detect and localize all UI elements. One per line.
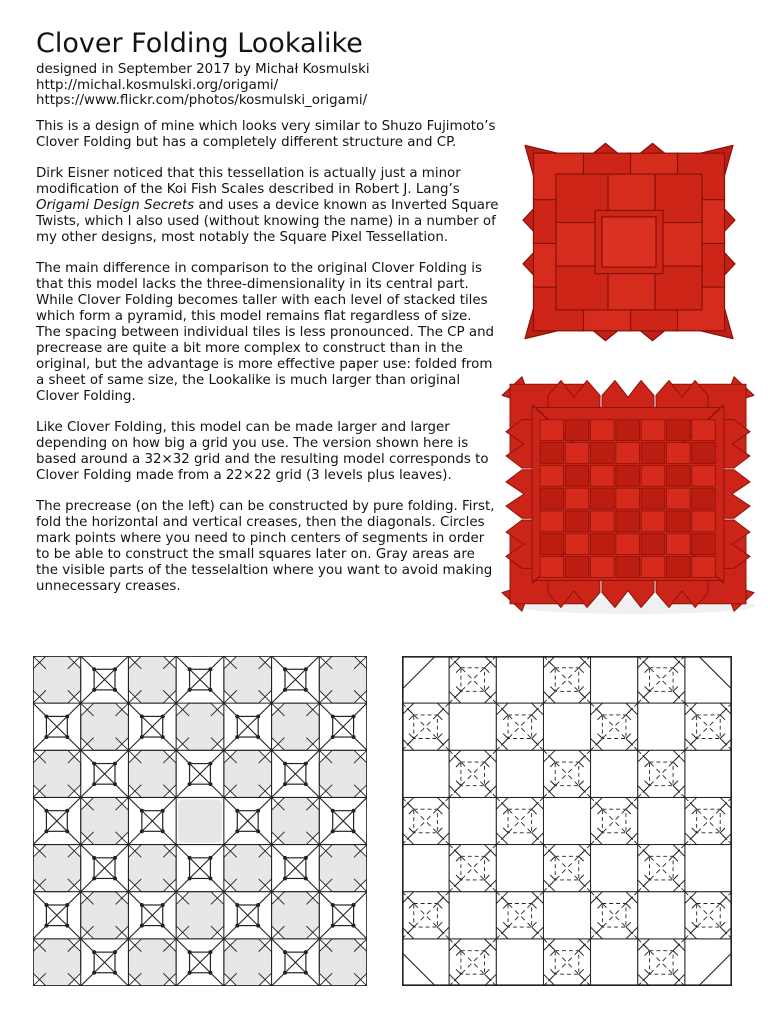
flickr-url: https://www.flickr.com/photos/kosmulski_origami/ <box>36 93 368 109</box>
author-url: http://michal.kosmulski.org/origami/ <box>36 77 279 93</box>
byline: designed in September 2017 by Michał Kosmulski <box>36 62 370 77</box>
paragraph-differences: The main difference in comparison to the original Clover Folding is that this model lacks the three-dimensionality in its central part. While Clover Folding becomes taller with each level of stacked tiles which form a pyramid, this model remains flat regardless of size. The spacing between individual tiles is less pronounced. The CP and precrease are quite a bit more complex to construct than in the original, but the advantage is more effective paper use: folded from a sheet of same size, the Lookalike is much larger than original Clover Folding. <box>36 261 495 404</box>
crease-pattern-diagram <box>402 656 732 986</box>
paragraph-grid-size: Like Clover Folding, this model can be made larger and larger depending on how big a grid you use. The version shown here is based around a 32×32 grid and the resulting model corresponds to Clover Folding made from a 22×22 grid (3 levels plus leaves). <box>36 420 489 483</box>
model-front-photo <box>496 124 762 364</box>
paragraph-2-text: Dirk Eisner noticed that this tessellation is actually just a minor modification of the Koi Fish Scales described in Robert J. Lang’s <box>36 166 461 198</box>
paragraph-2-text-after: and uses a device known as Inverted Square Twists, which I also used (without knowing the name) in a number of my other designs, most notably the Square Pixel Tessellation. <box>36 198 499 245</box>
precrease-diagram <box>33 656 367 986</box>
header-meta <box>36 62 370 109</box>
book-title-italic: Origami Design Secrets <box>36 198 195 214</box>
body-text <box>36 119 500 610</box>
paragraph-precrease-notes: The precrease (on the left) can be constructed by pure folding. First, fold the horizontal and vertical creases, then the diagonals. Circles mark points where you need to pinch centers of segments in order to be able to construct the small squares later on. Gray areas are the visible parts of the tesselaltion where you want to avoid making unnecessary creases. <box>36 499 495 594</box>
page-title: Clover Folding Lookalike <box>36 28 363 59</box>
model-back-photo <box>490 370 766 622</box>
paragraph-intro: This is a design of mine which looks very similar to Shuzo Fujimoto’s Clover Folding but has a completely different structure and CP. <box>36 119 496 150</box>
paragraph-koi-fish-scales <box>36 166 500 246</box>
